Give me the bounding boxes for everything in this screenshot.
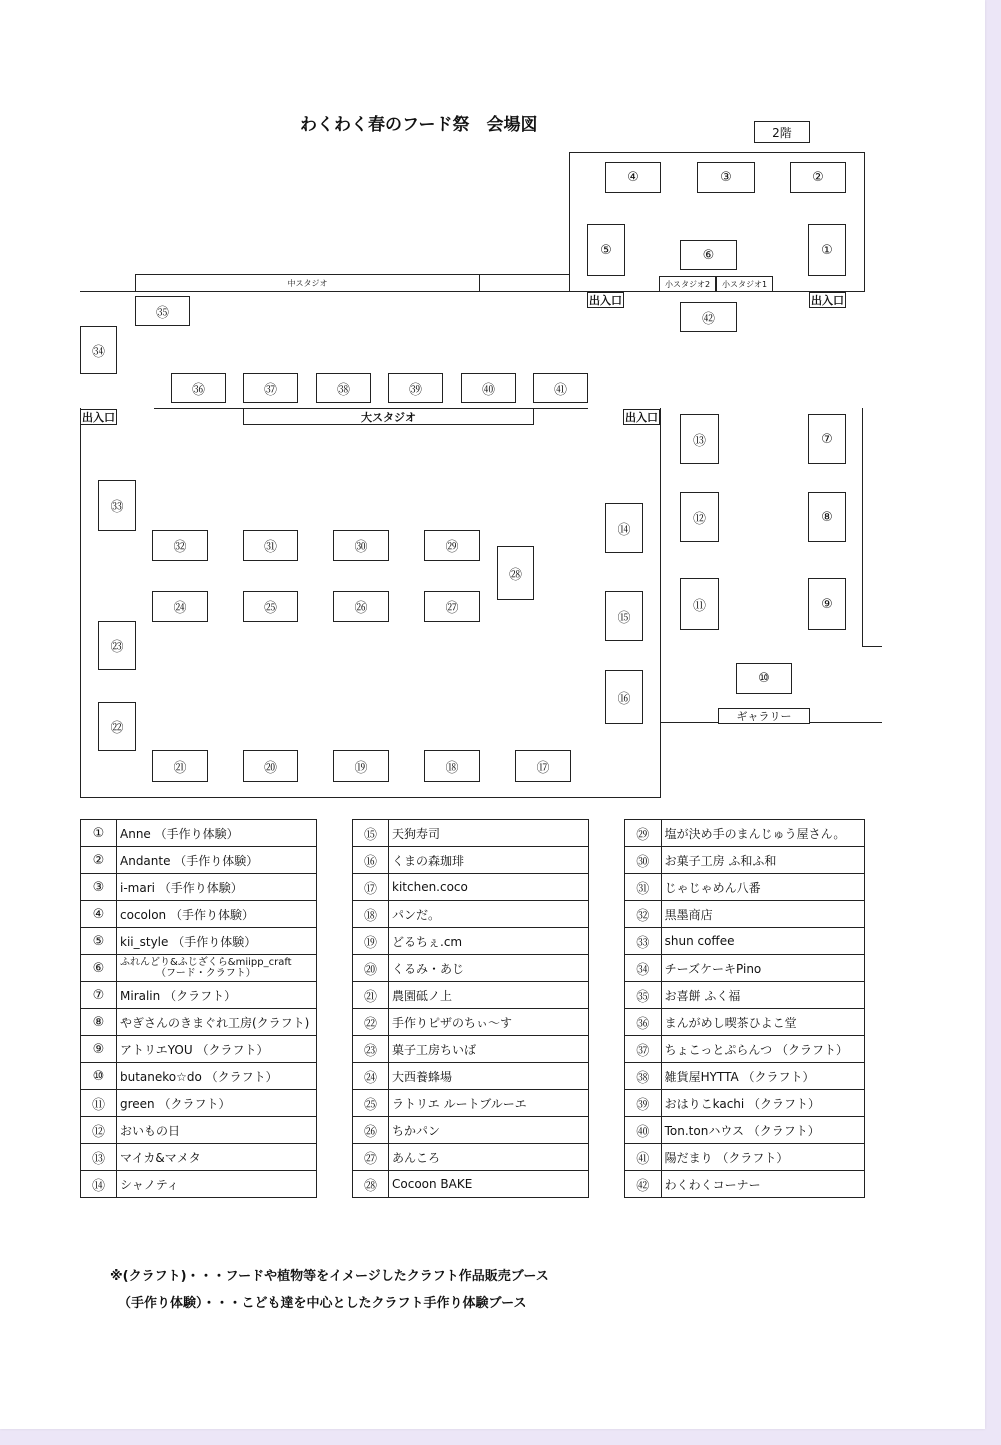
legend-row <box>353 982 589 1009</box>
legend-number: ⑳ <box>353 955 389 982</box>
legend-shop-name: お喜餅 ふく福 <box>661 982 864 1009</box>
wall <box>80 408 81 798</box>
booth-33: ㉝ <box>98 480 136 531</box>
booth-17: ⑰ <box>515 750 571 782</box>
small-studio-2-label: 小スタジオ2 <box>659 276 716 292</box>
legend-shop-name: 天狗寿司 <box>389 820 589 847</box>
legend-row <box>81 1036 317 1063</box>
legend-row <box>81 901 317 928</box>
booth-21: ㉑ <box>152 750 208 782</box>
legend-number: ⑪ <box>81 1090 117 1117</box>
booth-40: ㊵ <box>461 373 516 403</box>
legend-row <box>625 982 865 1009</box>
booth-19: ⑲ <box>333 750 389 782</box>
legend-row <box>625 1144 865 1171</box>
booth-24: ㉔ <box>152 591 208 622</box>
entrance-label: 出入口 <box>811 294 844 307</box>
floor-label: 2階 <box>754 121 810 143</box>
booth-36: ㊱ <box>171 373 226 403</box>
legend-number: ㊳ <box>625 1063 662 1090</box>
legend-shop-name: わくわくコーナー <box>661 1171 864 1198</box>
booth-39: ㊴ <box>388 373 443 403</box>
legend-number: ⑰ <box>353 874 389 901</box>
legend-row <box>81 1063 317 1090</box>
legend-number: ④ <box>81 901 117 928</box>
booth-6: ⑥ <box>680 240 737 270</box>
legend-row <box>625 874 865 901</box>
legend-table-1 <box>80 819 317 1198</box>
wall <box>80 797 661 798</box>
legend-number: ⑤ <box>81 928 117 955</box>
booth-3: ③ <box>697 162 755 193</box>
legend-number: ⑫ <box>81 1117 117 1144</box>
booth-37: ㊲ <box>243 373 298 403</box>
legend-number: ㉝ <box>625 928 662 955</box>
legend-row <box>81 1009 317 1036</box>
booth-35: ㉟ <box>135 296 190 326</box>
legend-row <box>625 955 865 982</box>
legend-shop-name: くまの森珈琲 <box>389 847 589 874</box>
legend-number: ⑩ <box>81 1063 117 1090</box>
legend-number: ㊴ <box>625 1090 662 1117</box>
booth-23: ㉓ <box>98 621 136 670</box>
legend-row <box>353 1144 589 1171</box>
legend-row <box>81 820 317 847</box>
small-studio-1-label: 小スタジオ1 <box>716 276 773 292</box>
legend-row <box>81 1117 317 1144</box>
legend-number: ㉗ <box>353 1144 389 1171</box>
legend-shop-name: Andante （手作り体験） <box>117 847 317 874</box>
mid-studio-annex <box>479 274 570 292</box>
legend-shop-name: 菓子工房ちいば <box>389 1036 589 1063</box>
note-handmade: （手作り体験）・・・こども達を中心としたクラフト手作り体験ブース <box>118 1296 527 1311</box>
legend-shop-name: cocolon （手作り体験） <box>117 901 317 928</box>
legend-number: ⑥ <box>81 955 117 982</box>
legend-shop-name: まんがめし喫茶ひよこ堂 <box>661 1009 864 1036</box>
legend-row <box>625 1090 865 1117</box>
legend-row <box>625 1009 865 1036</box>
legend-number: ③ <box>81 874 117 901</box>
note-craft: ※(クラフト)・・・フードや植物等をイメージしたクラフト作品販売ブース <box>110 1269 549 1284</box>
booth-28: ㉘ <box>497 546 534 600</box>
legend-row <box>81 982 317 1009</box>
booth-20: ⑳ <box>243 750 298 782</box>
legend-number: ㉑ <box>353 982 389 1009</box>
legend-shop-name: ラトリエ ルートブルーエ <box>389 1090 589 1117</box>
booth-13: ⑬ <box>680 414 719 464</box>
legend-row <box>353 928 589 955</box>
booth-29: ㉙ <box>424 530 480 561</box>
entrance-label: 出入口 <box>589 294 622 307</box>
legend-row <box>353 1036 589 1063</box>
booth-42: ㊷ <box>680 302 737 332</box>
booth-30: ㉚ <box>333 530 389 561</box>
booth-15: ⑮ <box>605 591 643 641</box>
legend-row <box>625 847 865 874</box>
legend-row <box>353 874 589 901</box>
page-title: わくわく春のフード祭 会場図 <box>300 115 538 135</box>
legend-shop-name: マイカ&マメタ <box>117 1144 317 1171</box>
booth-34: ㉞ <box>80 326 117 374</box>
legend-number: ㉙ <box>625 820 662 847</box>
legend-number: ⑦ <box>81 982 117 1009</box>
legend-shop-name <box>117 955 317 982</box>
legend-shop-name: くるみ・あじ <box>389 955 589 982</box>
legend-number: ㉒ <box>353 1009 389 1036</box>
legend-shop-name: 手作りピザのちぃ～す <box>389 1009 589 1036</box>
legend-shop-name: アトリエYOU （クラフト） <box>117 1036 317 1063</box>
legend-row <box>81 1090 317 1117</box>
booth-32: ㉜ <box>152 530 208 561</box>
entrance-label: 出入口 <box>625 411 658 424</box>
legend-number: ⑬ <box>81 1144 117 1171</box>
legend-row <box>353 901 589 928</box>
booth-11: ⑪ <box>680 578 719 630</box>
legend-row <box>625 901 865 928</box>
legend-number: ⑭ <box>81 1171 117 1198</box>
wall <box>660 408 661 798</box>
legend-row <box>625 1117 865 1144</box>
legend-shop-name: 雑貨屋HYTTA （クラフト） <box>661 1063 864 1090</box>
legend-number: ㊵ <box>625 1117 662 1144</box>
legend-row <box>353 1090 589 1117</box>
wall <box>862 408 863 646</box>
gallery-label: ギャラリー <box>718 708 810 724</box>
legend-shop-name: Anne （手作り体験） <box>117 820 317 847</box>
booth-8: ⑧ <box>808 492 846 542</box>
booth-41: ㊶ <box>533 373 588 403</box>
legend-row <box>353 1117 589 1144</box>
legend-row <box>625 1171 865 1198</box>
legend-number: ⑧ <box>81 1009 117 1036</box>
legend-shop-name: あんころ <box>389 1144 589 1171</box>
booth-7: ⑦ <box>808 414 846 464</box>
legend-shop-name: 陽だまり （クラフト） <box>661 1144 864 1171</box>
legend-row <box>81 928 317 955</box>
legend-number: ㉓ <box>353 1036 389 1063</box>
legend-row <box>81 955 317 982</box>
booth-26: ㉖ <box>333 591 389 622</box>
booth-25: ㉕ <box>243 591 298 622</box>
legend-shop-name: じゃじゃめん八番 <box>661 874 864 901</box>
legend-shop-name: ちょこっとぷらんつ （クラフト） <box>661 1036 864 1063</box>
booth-5: ⑤ <box>587 224 625 276</box>
legend-row <box>81 1144 317 1171</box>
legend-row <box>81 847 317 874</box>
legend-number: ⑯ <box>353 847 389 874</box>
legend-shop-name: 農園砥ノ上 <box>389 982 589 1009</box>
legend-number: ⑲ <box>353 928 389 955</box>
legend-row <box>353 820 589 847</box>
legend-shop-name: やぎさんのきまぐれ工房(クラフト) <box>117 1009 317 1036</box>
wall <box>569 152 865 153</box>
legend-number: ① <box>81 820 117 847</box>
legend-row <box>625 1063 865 1090</box>
legend-number: ㉛ <box>625 874 662 901</box>
big-studio-label: 大スタジオ <box>243 408 534 425</box>
booth-27: ㉗ <box>424 591 480 622</box>
legend-shop-name: お菓子工房 ふ和ふ和 <box>661 847 864 874</box>
wall <box>864 152 865 292</box>
legend-number: ㉘ <box>353 1171 389 1198</box>
legend-number: ㉜ <box>625 901 662 928</box>
booth-2: ② <box>790 162 846 193</box>
legend-row <box>353 1009 589 1036</box>
legend-number: ㉞ <box>625 955 662 982</box>
legend-shop-name: チーズケーキPino <box>661 955 864 982</box>
legend-shop-name: どるちぇ.cm <box>389 928 589 955</box>
legend-table-3 <box>624 819 865 1198</box>
booth-10: ⑩ <box>736 663 792 694</box>
booth-22: ㉒ <box>98 702 136 751</box>
wall <box>862 646 882 647</box>
legend-number: ㊷ <box>625 1171 662 1198</box>
legend-shop-name: Ton.tonハウス （クラフト） <box>661 1117 864 1144</box>
booth-12: ⑫ <box>680 492 719 542</box>
legend-row <box>353 1171 589 1198</box>
booth-38: ㊳ <box>316 373 371 403</box>
legend-row <box>81 874 317 901</box>
legend-shop-name-line1: ふれんどり&ふじざくら&miipp_craft <box>120 957 292 968</box>
booth-4: ④ <box>605 162 661 193</box>
legend-shop-name: kitchen.coco <box>389 874 589 901</box>
legend-number: ⑱ <box>353 901 389 928</box>
booth-14: ⑭ <box>605 503 643 553</box>
legend-number: ㉔ <box>353 1063 389 1090</box>
legend-row <box>353 955 589 982</box>
booth-31: ㉛ <box>243 530 298 561</box>
wall <box>569 152 570 292</box>
legend-row <box>353 847 589 874</box>
entrance-label: 出入口 <box>82 411 115 424</box>
legend-shop-name: シャノティ <box>117 1171 317 1198</box>
legend-row <box>625 928 865 955</box>
legend-row <box>625 820 865 847</box>
legend-table-2 <box>352 819 589 1198</box>
legend-shop-name: butaneko☆do （クラフト） <box>117 1063 317 1090</box>
booth-18: ⑱ <box>424 750 480 782</box>
legend-shop-name: ちかパン <box>389 1117 589 1144</box>
legend-number: ② <box>81 847 117 874</box>
legend-shop-name: おいもの日 <box>117 1117 317 1144</box>
legend-number: ㉚ <box>625 847 662 874</box>
legend-row <box>625 1036 865 1063</box>
legend-number: ㊱ <box>625 1009 662 1036</box>
legend-number: ㉕ <box>353 1090 389 1117</box>
legend-shop-name: 大西養蜂場 <box>389 1063 589 1090</box>
legend-shop-name: green （クラフト） <box>117 1090 317 1117</box>
legend-shop-name: おはりこkachi （クラフト） <box>661 1090 864 1117</box>
legend-shop-name: 黒墨商店 <box>661 901 864 928</box>
legend-number: ㉟ <box>625 982 662 1009</box>
legend-shop-name: 塩が決め手のまんじゅう屋さん。 <box>661 820 864 847</box>
legend-row <box>81 1171 317 1198</box>
legend-number: ⑮ <box>353 820 389 847</box>
legend-shop-name: shun coffee <box>661 928 864 955</box>
booth-9: ⑨ <box>808 578 846 630</box>
legend-shop-name: kii_style （手作り体験） <box>117 928 317 955</box>
legend-shop-name-line2: （フード・クラフト） <box>156 968 256 979</box>
legend-shop-name: Miralin （クラフト） <box>117 982 317 1009</box>
legend-shop-name: パンだ。 <box>389 901 589 928</box>
booth-16: ⑯ <box>605 670 643 724</box>
mid-studio-label: 中スタジオ <box>135 274 480 292</box>
legend-shop-name: i-mari （手作り体験） <box>117 874 317 901</box>
legend-number: ㊲ <box>625 1036 662 1063</box>
legend-row <box>353 1063 589 1090</box>
legend-number: ⑨ <box>81 1036 117 1063</box>
legend-number: ㊶ <box>625 1144 662 1171</box>
booth-1: ① <box>808 224 846 276</box>
legend-number: ㉖ <box>353 1117 389 1144</box>
legend-shop-name: Cocoon BAKE <box>389 1171 589 1198</box>
